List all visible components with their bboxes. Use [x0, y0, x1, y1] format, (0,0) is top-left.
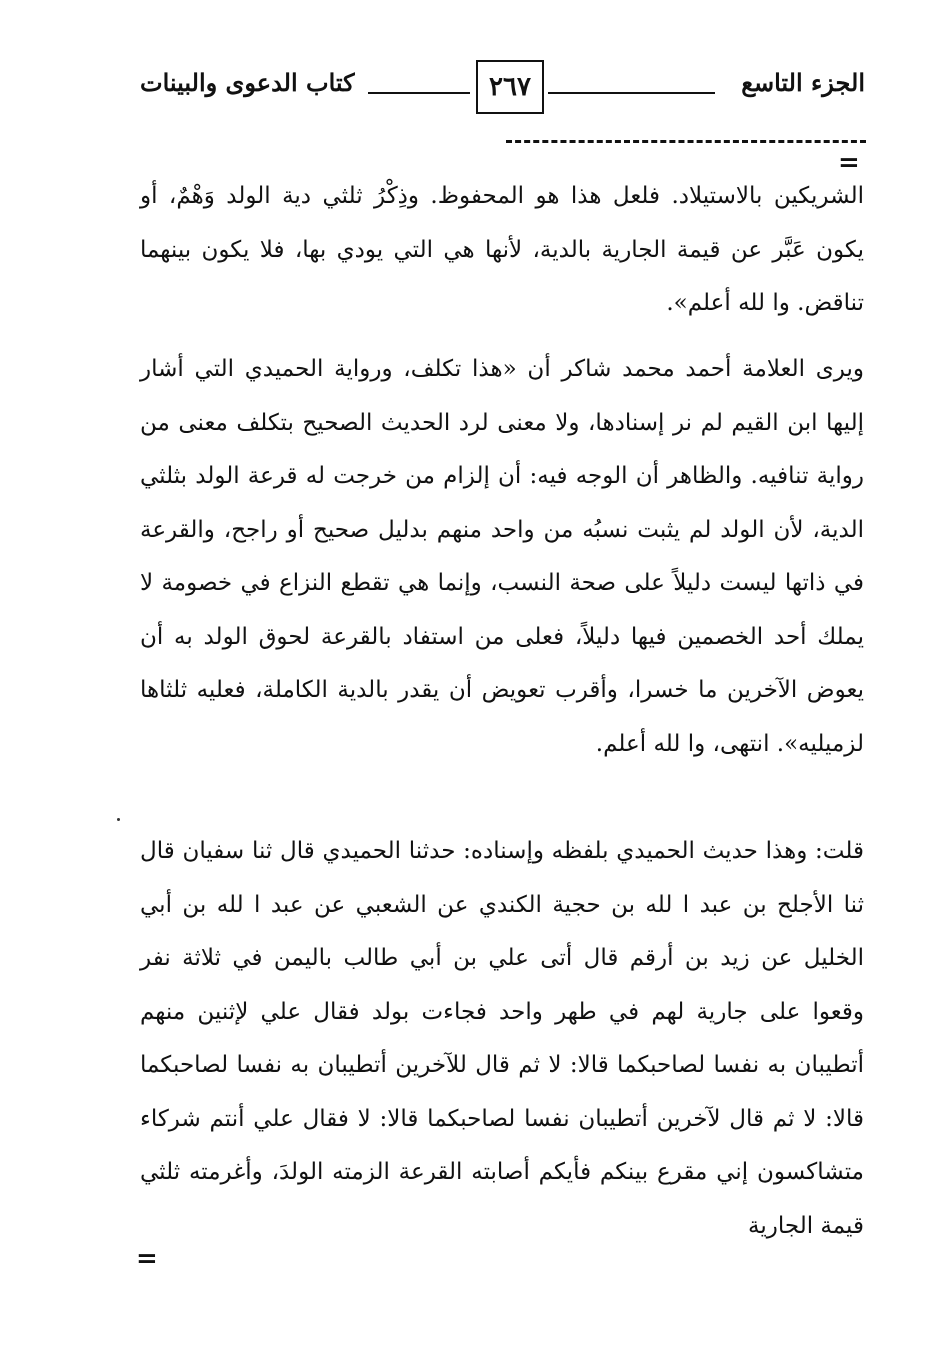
- header-rule-left: [368, 92, 470, 94]
- footnote-separator-rule: [506, 140, 866, 143]
- continuation-mark-top: =: [838, 148, 860, 178]
- ink-speck: [117, 818, 120, 821]
- header-rule-right: [548, 92, 715, 94]
- part-title: الجزء التاسع: [741, 68, 865, 97]
- paragraph-continued-quote: [140, 170, 864, 331]
- running-header: [140, 58, 865, 118]
- book-title: كتاب الدعوى والبينات: [140, 68, 355, 97]
- paragraph-text: قلت: وهذا حديث الحميدي بلفظه وإسناده: حدثنا الحميدي قال ثنا سفيان قال ثنا الأجلح بن عبد ا لله بن حجية الكندي عن الشعبي عن عبد ا لله بن أبي الخليل عن زيد بن أرقم قال أتى علي بن أبي طالب باليمن في ثلاثة نفر وقعوا على جارية لهم في طهر واحد فجاءت بولد فقال علي لإثنين منهم أتطيبان به نفسا لصاحبكما قالا: لا ثم قال للآخرين أتطيبان به نفسا لصاحبكما قالا: لا ثم قال لآخرين أتطيبان نفسا لصاحبكما قالا: لا فقال علي أنتم شركاء متشاكسون إني مقرع بينكم فأيكم أصابته القرعة الزمته الولدَ، وأغرمته ثلثي قيمة الجارية: [140, 838, 864, 1239]
- page-number: ٢٦٧: [476, 60, 544, 114]
- paragraph-shakir-opinion: [140, 343, 864, 771]
- paragraph-humaydi-hadith: [140, 825, 864, 1253]
- paragraph-text: ويرى العلامة أحمد محمد شاكر أن «هذا تكلف، ورواية الحميدي التي أشار إليها ابن القيم لم نر إسنادها، ولا معنى لرد الحديث الصحيح بتكلف معنى من رواية تنافيه. والظاهر أن الوجه فيه: أن إلزام من خرجت له قرعة الولد بثلثي الدية، لأن الولد لم يثبت نسبُه من واحد منهم بدليل صحيح أو راجح، والقرعة في ذاتها ليست دليلاً على صحة النسب، وإنما هي تقطع النزاع في خصومة لا يملك أحد الخصمين فيها دليلاً، فعلى من استفاد بالقرعة لحوق الولد به أن يعوض الآخرين ما خسرا، وأقرب تعويض أن يقدر بالدية الكاملة، فعليه ثلثاها لزميليه». انتهى، وا لله أعلم.: [140, 356, 864, 757]
- continuation-mark-bottom: =: [136, 1244, 158, 1274]
- paragraph-text: الشريكين بالاستيلاد. فلعل هذا هو المحفوظ. وذِكْرُ ثلثي دية الولد وَهْمٌ، أو يكون عَبَّر عن قيمة الجارية بالدية، لأنها هي التي يودي بها، فلا يكون بينهما تناقض. وا لله أعلم».: [140, 183, 864, 316]
